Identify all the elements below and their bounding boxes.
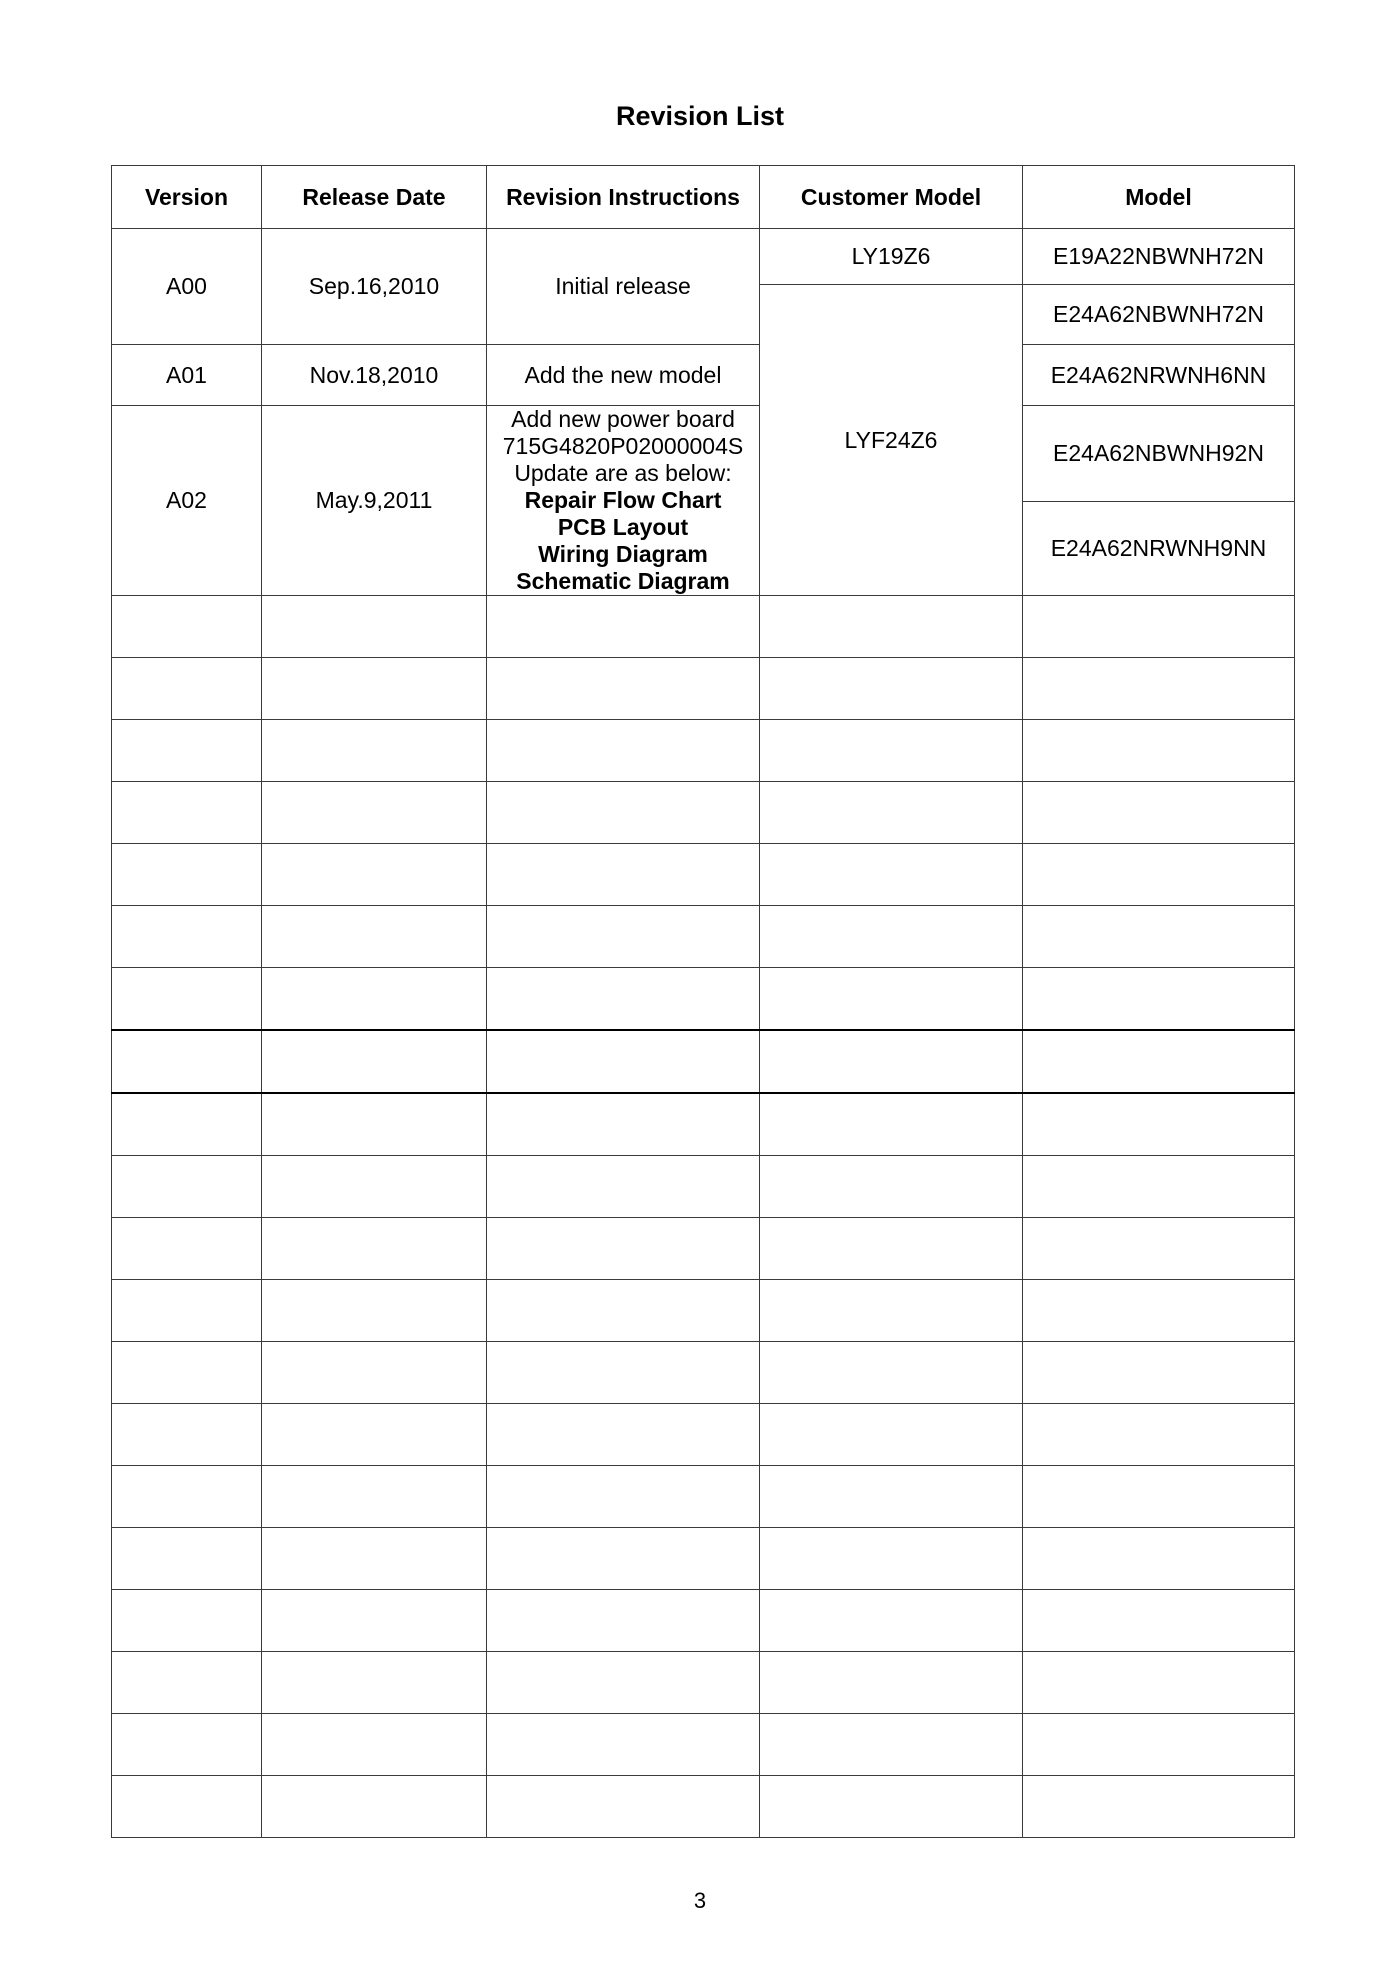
empty-cell	[487, 1528, 760, 1590]
empty-cell	[1023, 1714, 1295, 1776]
version-cell: A00	[112, 229, 262, 345]
header-model: Model	[1023, 166, 1295, 229]
empty-table-row	[112, 1590, 1295, 1652]
note-line: Update are as below:	[514, 460, 732, 486]
empty-cell	[262, 1466, 487, 1528]
empty-table-row	[112, 720, 1295, 782]
customer-model-cell: LY19Z6	[760, 229, 1023, 285]
empty-cell	[262, 1404, 487, 1466]
empty-cell	[112, 1218, 262, 1280]
empty-cell	[760, 1466, 1023, 1528]
empty-cell	[112, 906, 262, 968]
empty-cell	[112, 1280, 262, 1342]
empty-cell	[112, 1342, 262, 1404]
empty-table-row	[112, 1093, 1295, 1156]
empty-cell	[760, 596, 1023, 658]
empty-cell	[487, 1466, 760, 1528]
empty-cell	[1023, 1030, 1295, 1093]
empty-cell	[487, 1776, 760, 1838]
empty-cell	[112, 596, 262, 658]
empty-cell	[112, 1466, 262, 1528]
empty-cell	[487, 844, 760, 906]
empty-cell	[760, 968, 1023, 1031]
empty-table-row	[112, 782, 1295, 844]
empty-table-row	[112, 1030, 1295, 1093]
empty-table-row	[112, 1280, 1295, 1342]
empty-cell	[760, 906, 1023, 968]
revision-table	[111, 165, 1295, 1838]
empty-cell	[262, 844, 487, 906]
empty-cell	[112, 782, 262, 844]
release-date-cell: Nov.18,2010	[262, 345, 487, 406]
model-cell: E19A22NBWNH72N	[1023, 229, 1295, 285]
empty-cell	[262, 720, 487, 782]
empty-cell	[487, 1342, 760, 1404]
empty-cell	[262, 1156, 487, 1218]
empty-cell	[262, 1652, 487, 1714]
empty-cell	[112, 1652, 262, 1714]
empty-cell	[1023, 906, 1295, 968]
empty-table-row	[112, 1528, 1295, 1590]
empty-cell	[262, 782, 487, 844]
empty-cell	[760, 1528, 1023, 1590]
empty-cell	[487, 1404, 760, 1466]
empty-cell	[262, 1714, 487, 1776]
empty-table-row	[112, 1156, 1295, 1218]
empty-cell	[112, 1528, 262, 1590]
note-line: Repair Flow Chart	[524, 487, 722, 513]
empty-cell	[262, 1218, 487, 1280]
header-release-date: Release Date	[262, 166, 487, 229]
revision-instructions-cell: Add the new model	[487, 345, 760, 406]
empty-cell	[760, 1714, 1023, 1776]
model-cell: E24A62NBWNH72N	[1023, 285, 1295, 345]
empty-cell	[487, 1218, 760, 1280]
note-line: 715G4820P02000004S	[502, 433, 744, 459]
empty-cell	[112, 658, 262, 720]
empty-cell	[760, 844, 1023, 906]
empty-cell	[262, 1093, 487, 1156]
empty-cell	[112, 1776, 262, 1838]
table-row	[112, 229, 1295, 285]
empty-cell	[760, 1280, 1023, 1342]
empty-table-row	[112, 906, 1295, 968]
empty-cell	[760, 658, 1023, 720]
empty-cell	[1023, 1156, 1295, 1218]
empty-cell	[487, 906, 760, 968]
empty-cell	[487, 782, 760, 844]
empty-cell	[1023, 1528, 1295, 1590]
empty-table-row	[112, 844, 1295, 906]
empty-cell	[262, 1342, 487, 1404]
empty-table-row	[112, 1652, 1295, 1714]
empty-cell	[487, 1280, 760, 1342]
empty-cell	[1023, 1652, 1295, 1714]
empty-cell	[112, 1030, 262, 1093]
header-customer-model: Customer Model	[760, 166, 1023, 229]
model-cell: E24A62NRWNH9NN	[1023, 501, 1295, 596]
version-cell: A01	[112, 345, 262, 406]
empty-cell	[1023, 1342, 1295, 1404]
empty-cell	[1023, 1404, 1295, 1466]
empty-table-row	[112, 658, 1295, 720]
empty-cell	[112, 1404, 262, 1466]
empty-cell	[760, 1030, 1023, 1093]
empty-cell	[112, 1714, 262, 1776]
empty-cell	[262, 596, 487, 658]
empty-cell	[487, 1590, 760, 1652]
page-title: Revision List	[615, 101, 785, 131]
empty-cell	[487, 1652, 760, 1714]
revision-instructions-cell	[487, 406, 760, 596]
empty-cell	[262, 1776, 487, 1838]
header-row	[112, 166, 1295, 229]
empty-cell	[262, 1280, 487, 1342]
release-date-cell: Sep.16,2010	[262, 229, 487, 345]
empty-cell	[487, 1030, 760, 1093]
note-line: Wiring Diagram	[538, 541, 708, 567]
empty-cell	[112, 968, 262, 1031]
empty-table-row	[112, 1714, 1295, 1776]
empty-cell	[1023, 782, 1295, 844]
empty-cell	[262, 968, 487, 1031]
revision-instructions-cell: Initial release	[487, 229, 760, 345]
empty-cell	[1023, 720, 1295, 782]
note-line: PCB Layout	[557, 514, 689, 540]
empty-rows	[112, 596, 1295, 1838]
empty-cell	[487, 1156, 760, 1218]
model-cell: E24A62NRWNH6NN	[1023, 345, 1295, 406]
empty-cell	[262, 1528, 487, 1590]
note-line: Add new power board	[511, 406, 735, 432]
table-row	[112, 406, 1295, 502]
empty-cell	[760, 1590, 1023, 1652]
empty-cell	[1023, 1590, 1295, 1652]
empty-cell	[112, 1156, 262, 1218]
release-date-cell: May.9,2011	[262, 406, 487, 596]
empty-cell	[487, 1714, 760, 1776]
empty-cell	[760, 782, 1023, 844]
empty-cell	[487, 1093, 760, 1156]
version-cell: A02	[112, 406, 262, 596]
empty-cell	[487, 968, 760, 1031]
empty-table-row	[112, 1342, 1295, 1404]
empty-cell	[1023, 1466, 1295, 1528]
empty-table-row	[112, 1776, 1295, 1838]
empty-cell	[262, 658, 487, 720]
empty-table-row	[112, 1404, 1295, 1466]
empty-cell	[112, 720, 262, 782]
empty-cell	[1023, 658, 1295, 720]
empty-cell	[760, 1218, 1023, 1280]
empty-cell	[262, 906, 487, 968]
empty-cell	[1023, 968, 1295, 1031]
empty-table-row	[112, 1466, 1295, 1528]
empty-cell	[1023, 1093, 1295, 1156]
empty-cell	[1023, 1280, 1295, 1342]
empty-cell	[487, 720, 760, 782]
note-line: Schematic Diagram	[516, 568, 730, 594]
empty-cell	[760, 1156, 1023, 1218]
empty-table-row	[112, 596, 1295, 658]
header-revision-instructions: Revision Instructions	[487, 166, 760, 229]
empty-cell	[112, 1093, 262, 1156]
table-row	[112, 345, 1295, 406]
empty-cell	[112, 844, 262, 906]
empty-cell	[487, 596, 760, 658]
empty-cell	[760, 1652, 1023, 1714]
empty-cell	[1023, 844, 1295, 906]
empty-cell	[112, 1590, 262, 1652]
empty-cell	[760, 1404, 1023, 1466]
empty-cell	[760, 1776, 1023, 1838]
empty-cell	[262, 1030, 487, 1093]
model-cell: E24A62NBWNH92N	[1023, 406, 1295, 502]
page-number: 3	[693, 1888, 707, 1913]
empty-cell	[262, 1590, 487, 1652]
empty-cell	[1023, 1218, 1295, 1280]
empty-cell	[760, 720, 1023, 782]
empty-cell	[1023, 1776, 1295, 1838]
empty-table-row	[112, 968, 1295, 1031]
empty-cell	[760, 1093, 1023, 1156]
empty-table-row	[112, 1218, 1295, 1280]
customer-model-cell: LYF24Z6	[760, 285, 1023, 596]
empty-cell	[1023, 596, 1295, 658]
empty-cell	[760, 1342, 1023, 1404]
empty-cell	[487, 658, 760, 720]
header-version: Version	[112, 166, 262, 229]
